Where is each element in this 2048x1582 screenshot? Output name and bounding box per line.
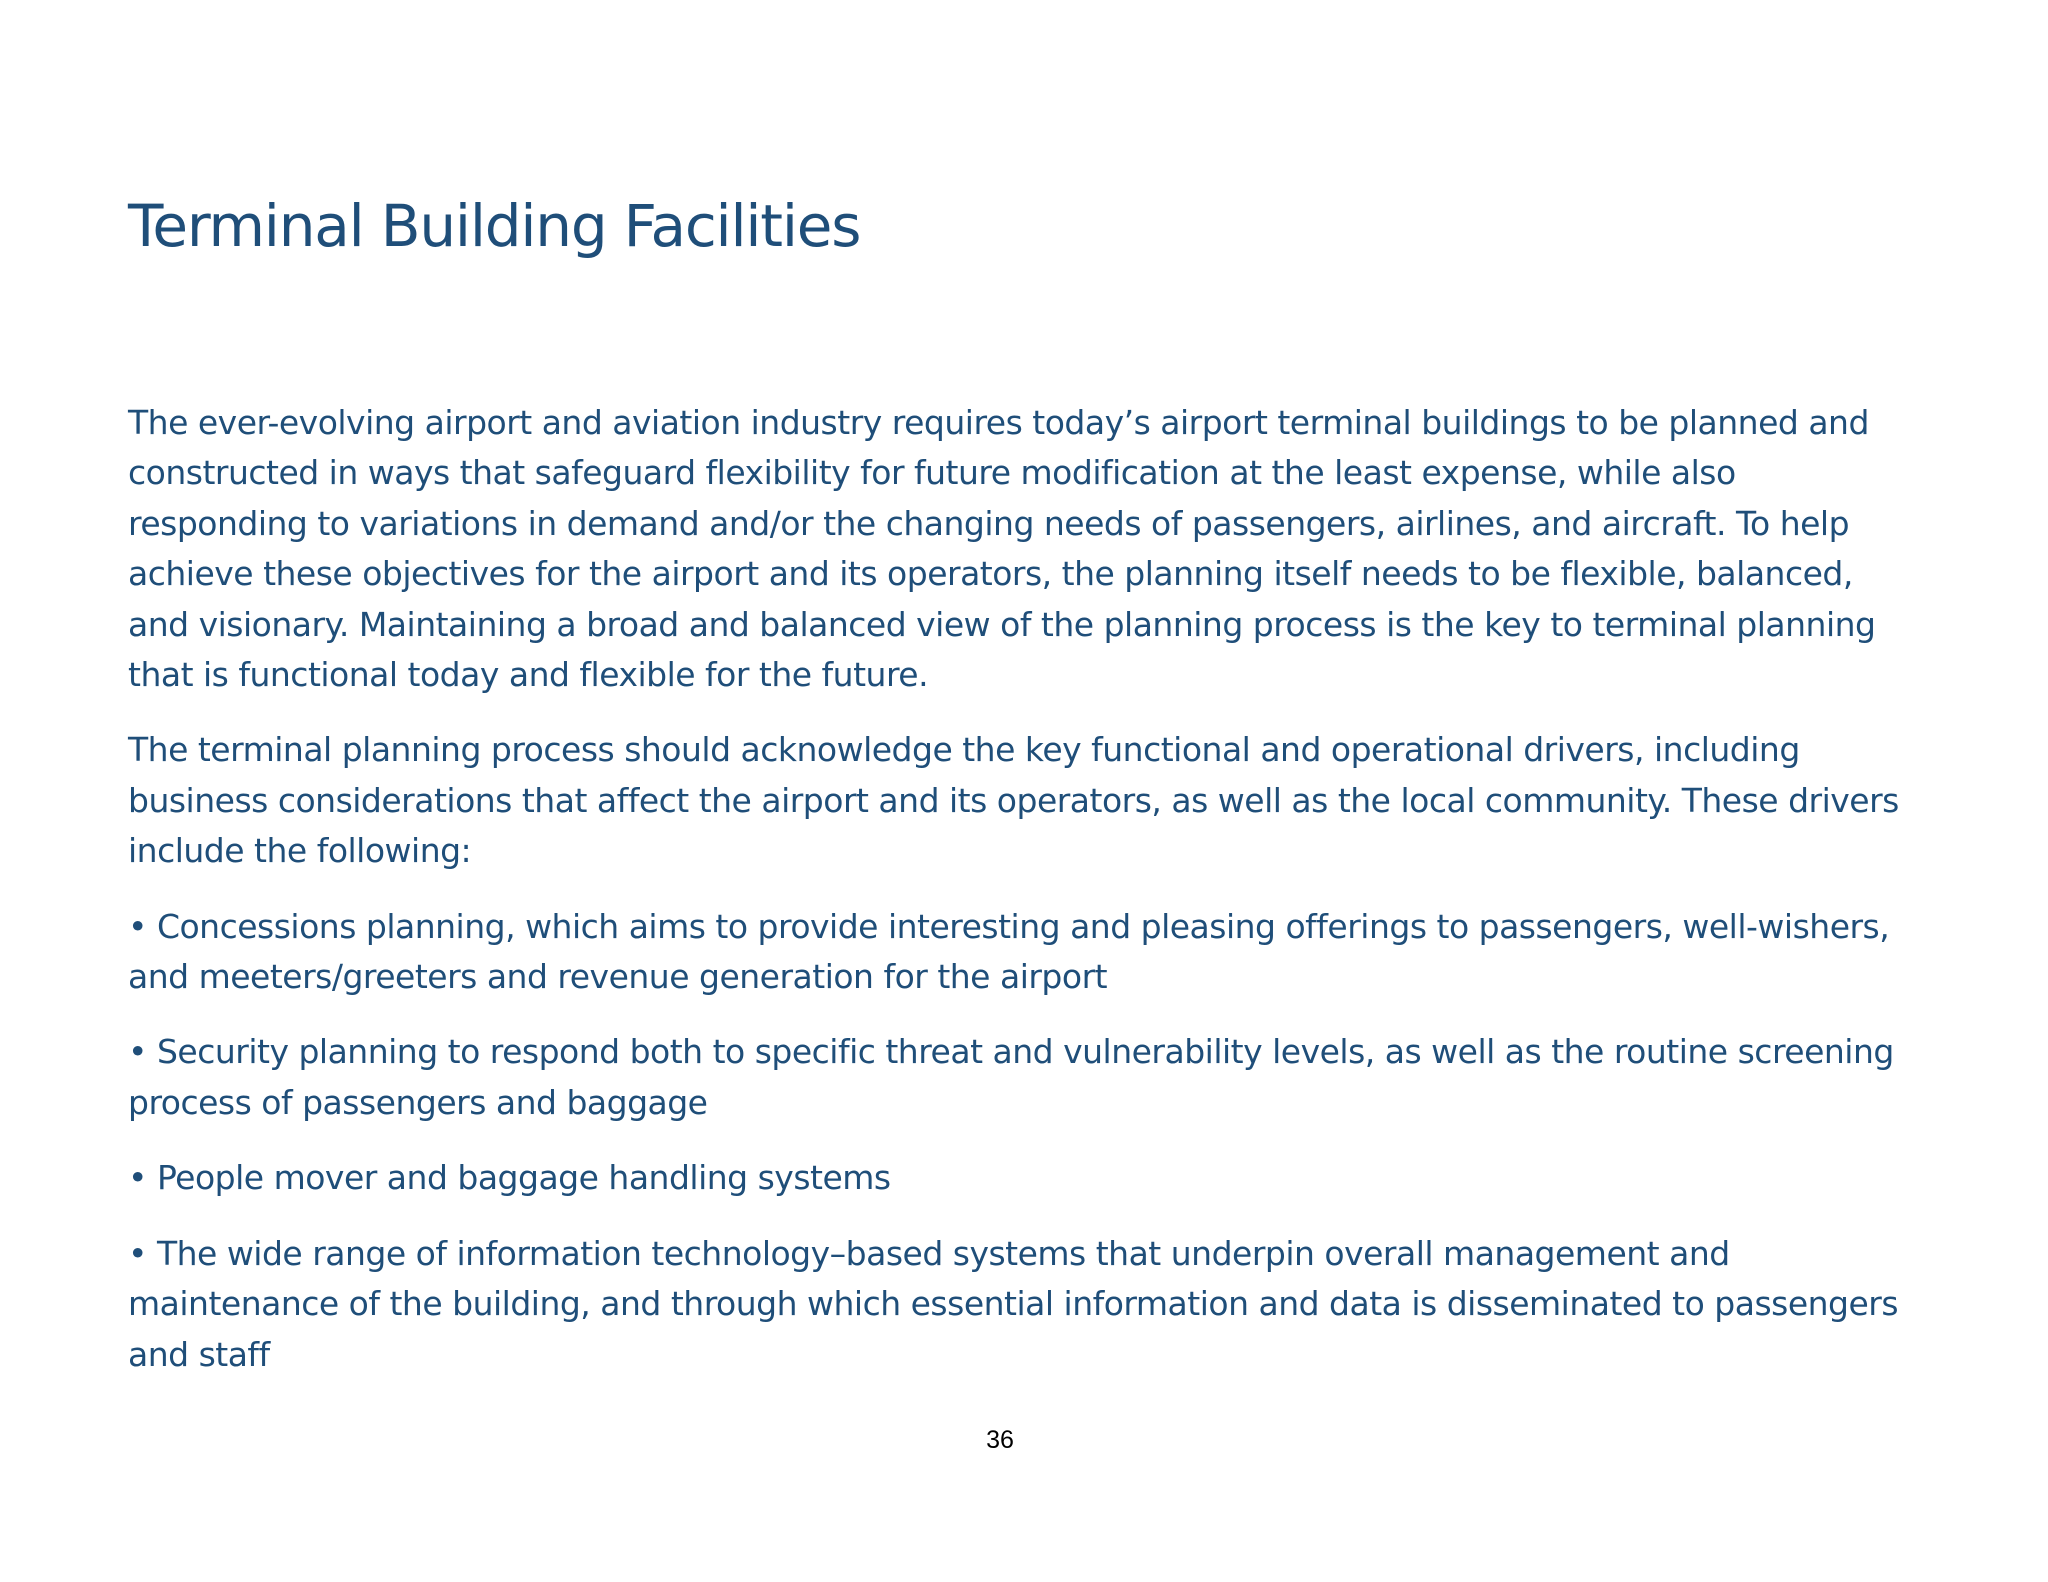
intro-paragraph: The ever-evolving airport and aviation industry requires today’s airport terminal buildings to be planned and constructed in ways that safeguard flexibility for future modification at the least expense, while also responding to variations in demand and/or the changing needs of passengers, airlines, and aircraft. To help achieve these objectives for the airport and its operators, the planning itself needs to be flexible, balanced, and visionary. Maintaining a broad and balanced view of the planning process is the key to terminal planning that is functional today and flexible for the future. [128, 403, 1876, 695]
bullet-security: • Security planning to respond both to specific threat and vulnerability levels, as well as the routine screening process of passengers and baggage [128, 1032, 1894, 1122]
bullet-information-technology: • The wide range of information technology–based systems that underpin overall management and maintenance of the building, and through which essential information and data is disseminated to passengers and staff [128, 1233, 1899, 1374]
page-number: 36 [986, 1426, 1014, 1454]
drivers-paragraph: The terminal planning process should acknowledge the key functional and operational drivers, including business considerations that affect the airport and its operators, as well as the local community. These drivers include the following: [128, 730, 1899, 871]
bullet-people-mover: • People mover and baggage handling systems [128, 1158, 891, 1198]
body-text [128, 398, 1912, 1405]
page-title: Terminal Building Facilities [128, 192, 861, 260]
bullet-concessions: • Concessions planning, which aims to provide interesting and pleasing offerings to passengers, well-wishers, and meeters/greeters and revenue generation for the airport [128, 906, 1890, 997]
